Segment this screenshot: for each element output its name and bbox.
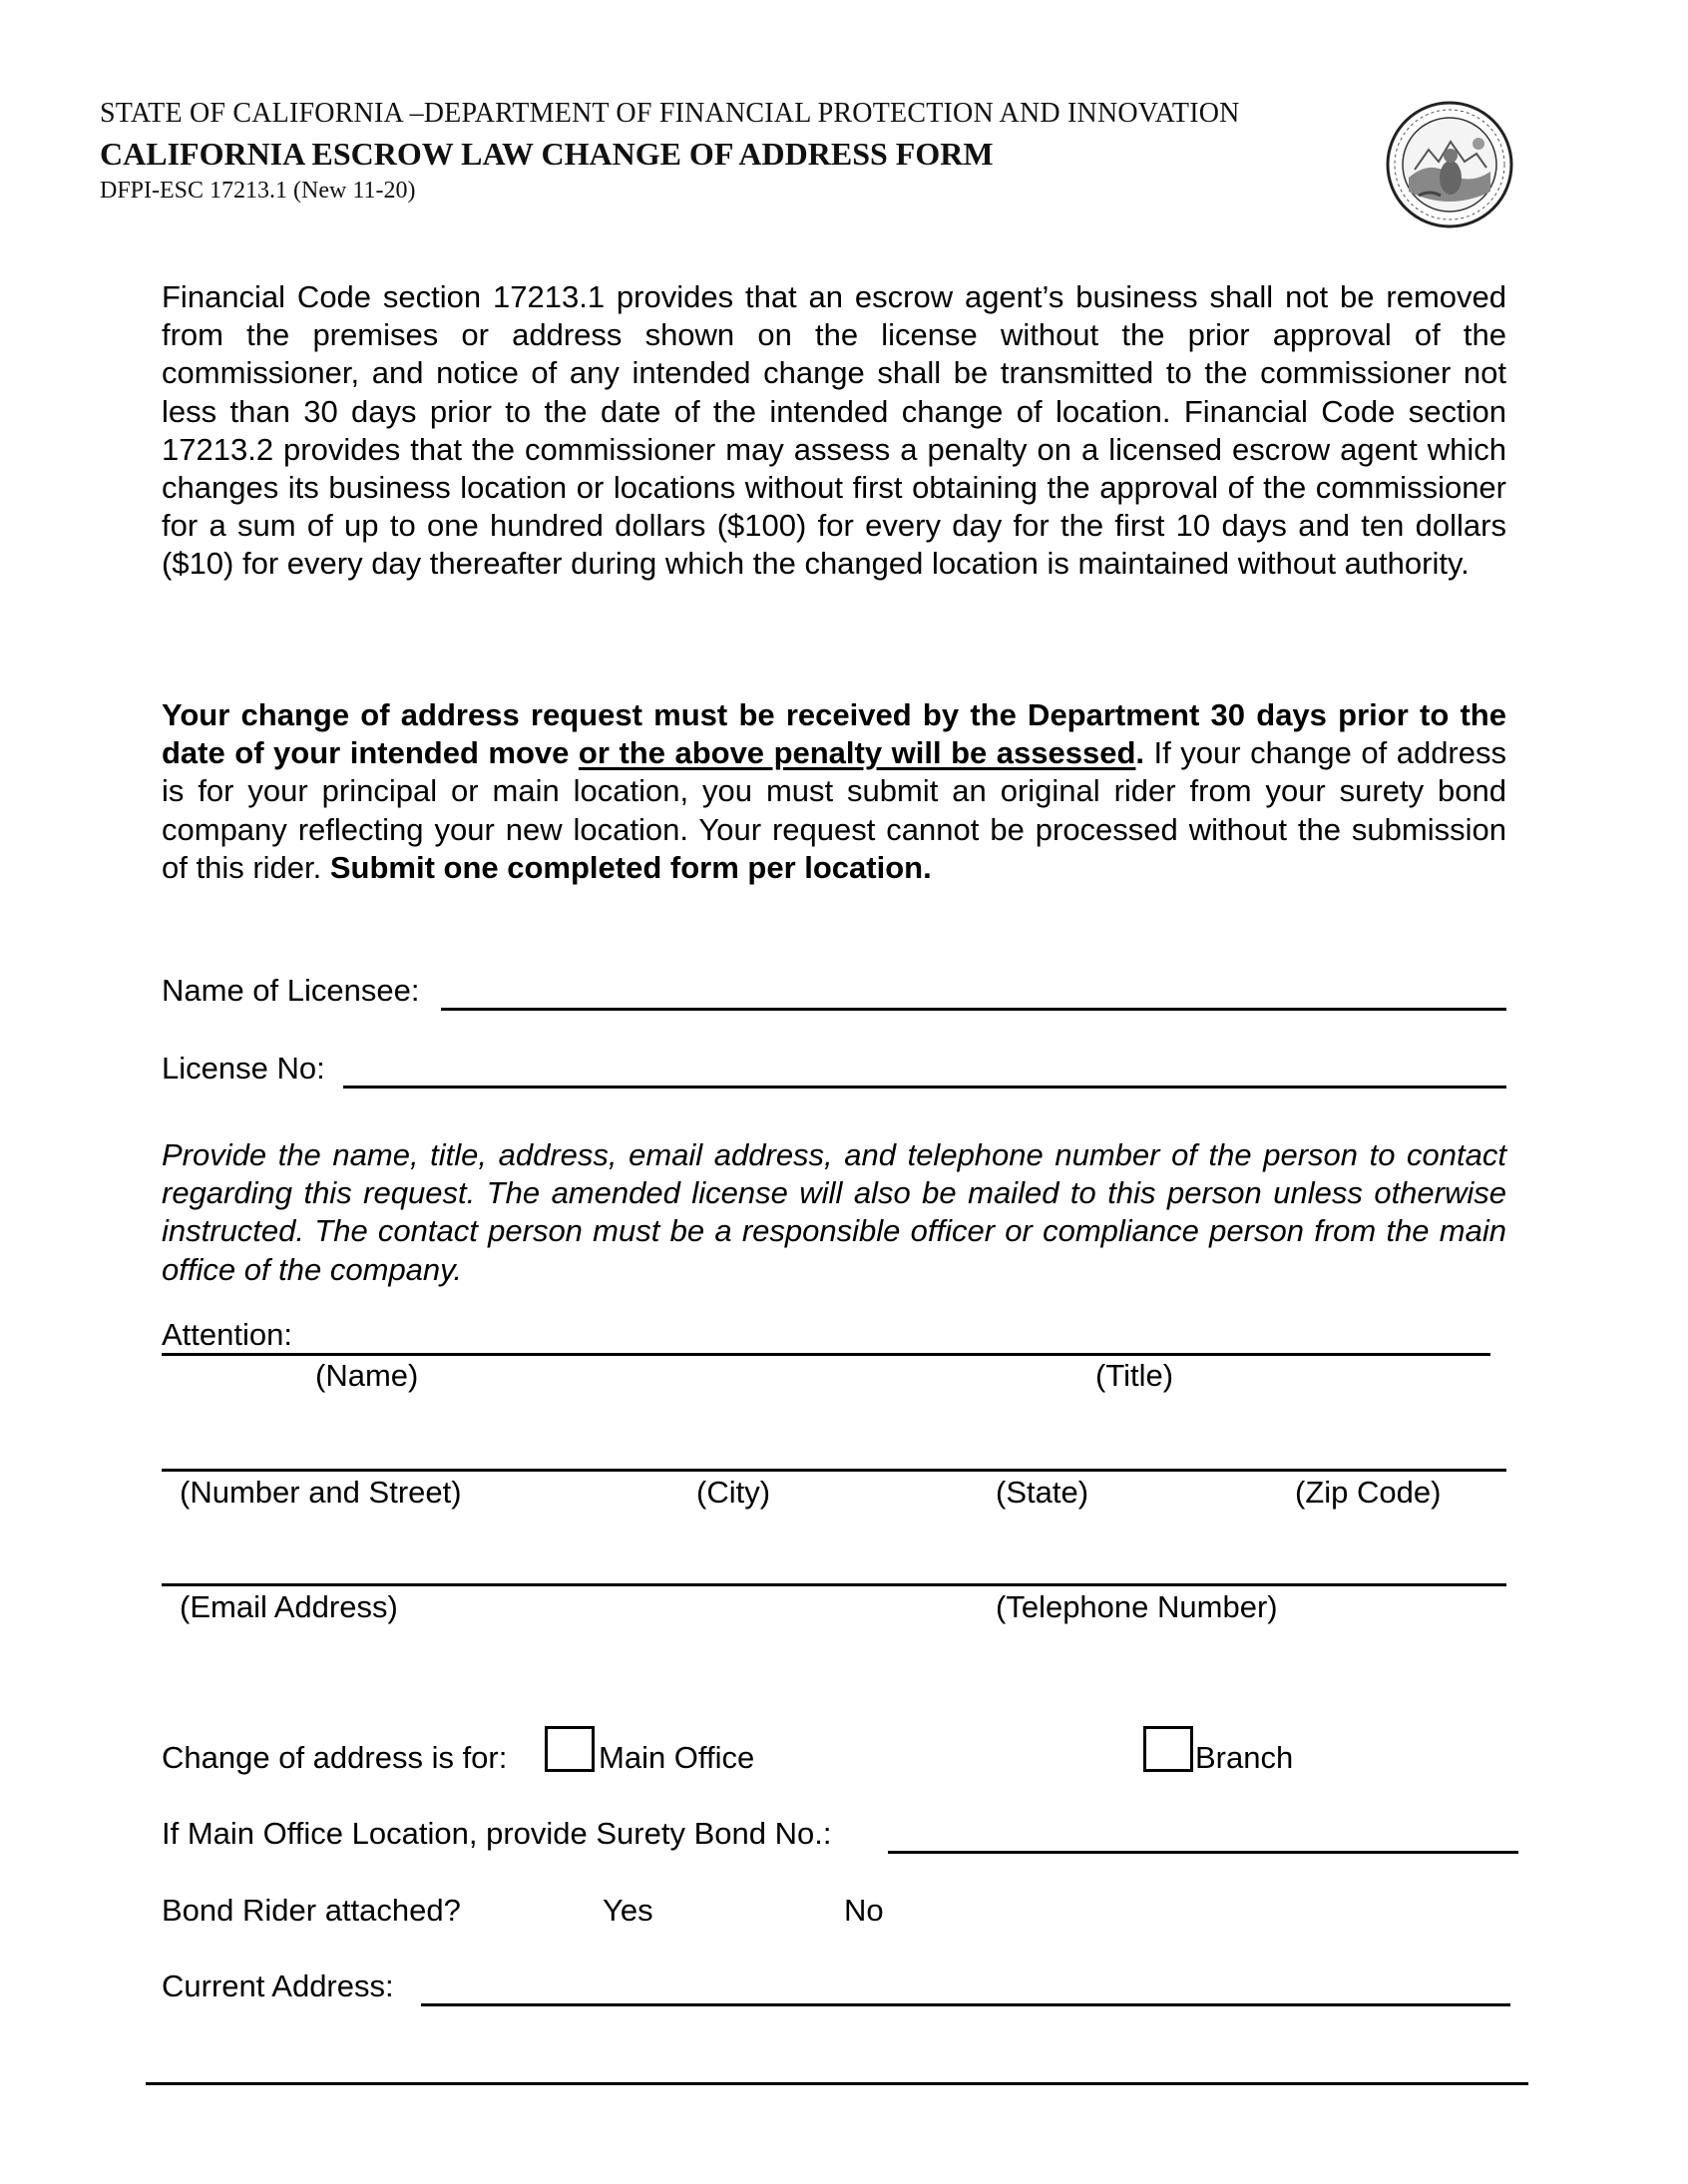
rider-requirement: If your change of address is for your principal or main location, you must submit an original rider from your surety bond company reflecting your new location. Your request cannot be processed without the submission of this rider. [162, 735, 1506, 885]
form-code: DFPI-ESC 17213.1 (New 11-20) [100, 178, 416, 204]
penalty-period: . [1135, 735, 1145, 771]
bond-rider-label: Bond Rider attached? [162, 1893, 461, 1928]
title-caption: (Title) [1095, 1358, 1174, 1393]
zip-caption: (Zip Code) [1295, 1475, 1442, 1510]
statute-paragraph: Financial Code section 17213.1 provides that an escrow agent’s business shall not be removed from the premises or address shown on the license without the prior approval of the commissioner, and notice of any intended change shall be transmitted to the commissioner not less than 30 days prior to the date of the intended change of location. Financial Code section 17213.2 provides that the commissioner may assess a penalty on a licensed escrow agent which changes its business location or locations without first obtaining the approval of the commissioner for a sum of up to one hundred dollars ($100) for every day for the first 10 days and ten dollars ($10) for every day thereafter during which the changed location is maintained without authority. [162, 279, 1506, 582]
licensee-field[interactable] [441, 1008, 1506, 1011]
name-caption: (Name) [315, 1358, 419, 1393]
attention-label: Attention: [162, 1317, 292, 1352]
attention-field[interactable] [162, 1353, 1490, 1356]
email-phone-field[interactable] [162, 1583, 1506, 1586]
agency-name: STATE OF CALIFORNIA –DEPARTMENT OF FINANCIAL PROTECTION AND INNOVATION [100, 98, 1240, 129]
current-address-field-line-2[interactable] [146, 2082, 1528, 2085]
bond-rider-yes[interactable]: Yes [603, 1893, 653, 1928]
main-office-checkbox[interactable] [545, 1726, 595, 1772]
bond-rider-no[interactable]: No [844, 1893, 884, 1928]
branch-label: Branch [1195, 1740, 1294, 1775]
branch-checkbox[interactable] [1143, 1726, 1193, 1772]
contact-instructions: Provide the name, title, address, email address, and telephone number of the person to contact regarding this request. The amended license will also be mailed to this person unless otherwise instructed. The contact person must be a responsible officer or compliance person from the main office of the company. [162, 1137, 1506, 1287]
current-address-field[interactable] [421, 2003, 1510, 2006]
surety-bond-field[interactable] [888, 1851, 1518, 1854]
email-caption: (Email Address) [180, 1589, 398, 1624]
california-state-seal-icon [1385, 100, 1514, 229]
license-no-field[interactable] [343, 1086, 1506, 1089]
state-caption: (State) [996, 1475, 1089, 1510]
current-address-label: Current Address: [162, 1968, 394, 2003]
deadline-notice [162, 696, 1506, 887]
deadline-warning: Your change of address request must be received by the Department 30 days prior to the date of your intended move [162, 697, 1506, 771]
change-for-label: Change of address is for: [162, 1740, 508, 1775]
phone-caption: (Telephone Number) [996, 1589, 1278, 1624]
street-caption: (Number and Street) [180, 1475, 462, 1510]
penalty-warning: or the above penalty will be assessed [578, 735, 1136, 771]
city-caption: (City) [696, 1475, 771, 1510]
licensee-label: Name of Licensee: [162, 973, 420, 1008]
main-office-label: Main Office [599, 1740, 755, 1775]
license-no-label: License No: [162, 1051, 325, 1086]
address-field[interactable] [162, 1469, 1506, 1472]
form-title: CALIFORNIA ESCROW LAW CHANGE OF ADDRESS FORM [100, 136, 994, 172]
surety-bond-label: If Main Office Location, provide Surety Bond No.: [162, 1816, 832, 1851]
one-form-per-location: Submit one completed form per location. [329, 849, 932, 885]
